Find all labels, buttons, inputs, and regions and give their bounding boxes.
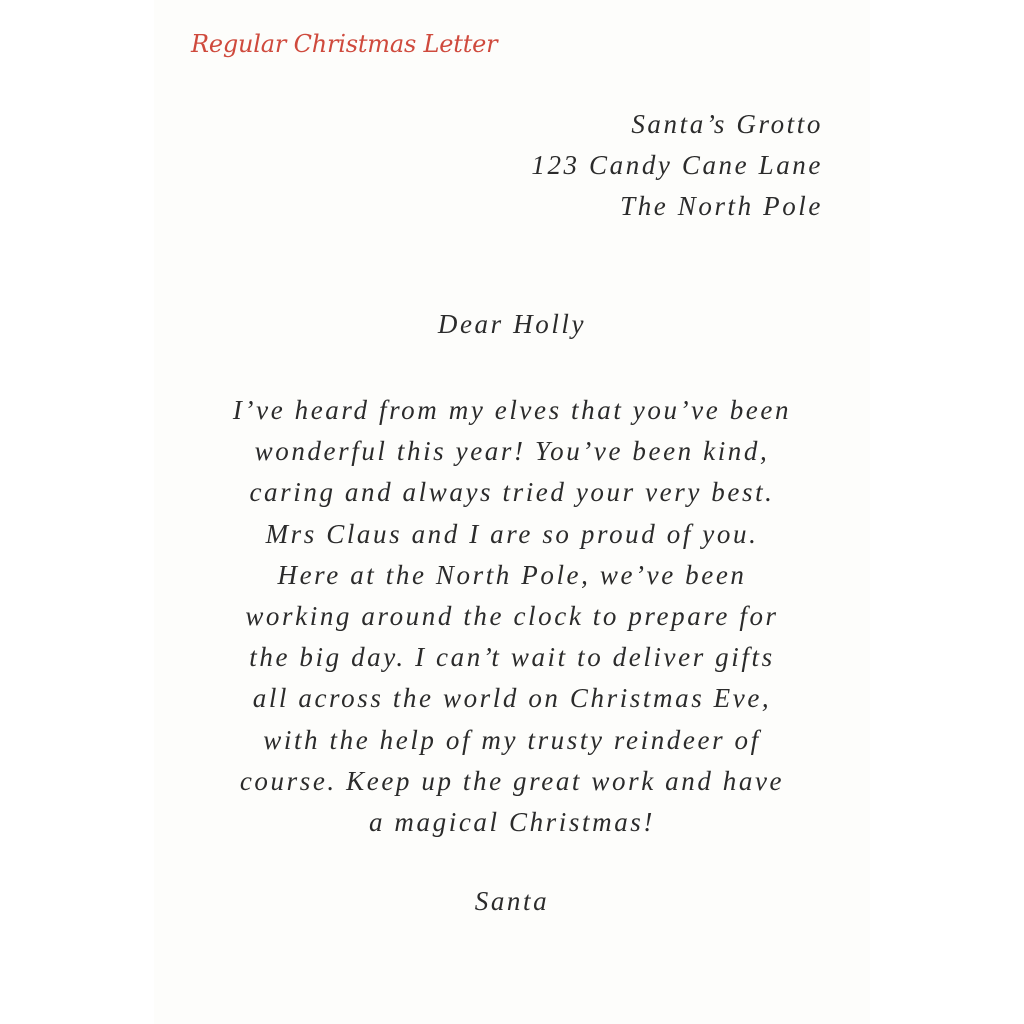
body-line: wonderful this year! You’ve been kind, (254, 436, 770, 467)
body-line: the big day. I can’t wait to deliver gifts (249, 642, 775, 673)
body-line: I’ve heard from my elves that you’ve been (232, 395, 792, 425)
letter-greeting: Dear Holly (437, 309, 587, 339)
address-line: The North Pole (620, 191, 823, 221)
sender-address (531, 104, 823, 227)
letter-body (154, 390, 870, 843)
body-line: Mrs Claus and I are so proud of you. (265, 518, 759, 549)
body-line: caring and always tried your very best. (249, 477, 775, 508)
body-line: Here at the North Pole, we’ve been (277, 559, 747, 590)
body-line: course. Keep up the great work and have (239, 765, 785, 796)
letter-signoff: Santa (474, 886, 550, 916)
body-line: with the help of my trusty reindeer of (263, 724, 761, 755)
body-line: a magical Christmas! (368, 807, 655, 838)
body-line: all across the world on Christmas Eve, (252, 683, 772, 714)
address-line: 123 Candy Cane Lane (531, 150, 823, 180)
address-line: Santa’s Grotto (631, 109, 823, 139)
product-label: Regular Christmas Letter (191, 30, 498, 58)
body-line: working around the clock to prepare for (245, 601, 779, 632)
